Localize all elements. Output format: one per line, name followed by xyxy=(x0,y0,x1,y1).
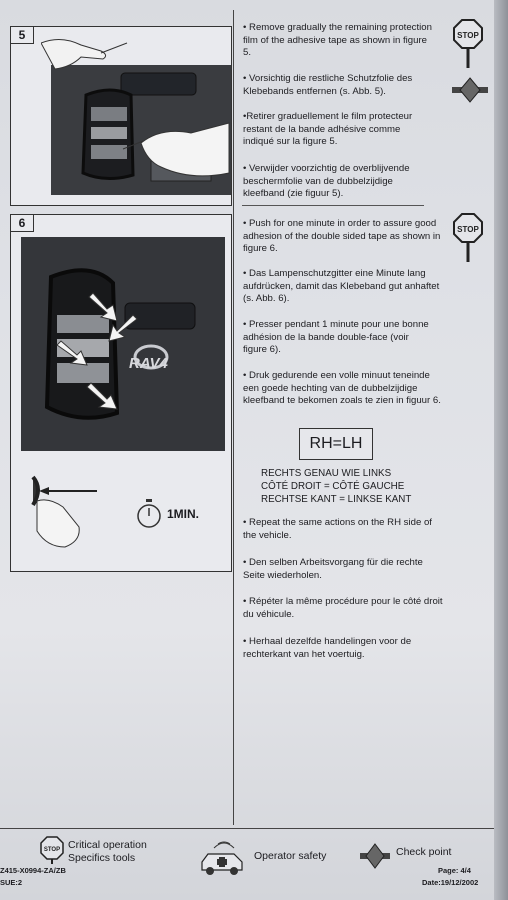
step5-fr: •Retirer graduellement le film protecteur restant de la bande adhésive comme indiqué sur la figure 5. xyxy=(243,111,413,148)
rh-lh-box: RH=LH xyxy=(299,428,373,460)
stop-sign-icon-2 xyxy=(452,212,484,262)
footer-check-point-icon xyxy=(360,842,390,870)
figure-6-number: 6 xyxy=(11,215,34,232)
operator-safety-icon xyxy=(198,840,248,878)
step5-en: • Remove gradually the remaining protection film of the adhesive tape as shown in figure 5. xyxy=(243,22,432,59)
figure-6-arrows xyxy=(21,237,225,451)
document-date: Date:19/12/2002 xyxy=(422,878,479,887)
figure-5-hand-top xyxy=(41,33,131,77)
car-badge: RAV4 xyxy=(129,355,168,372)
figure-5-number: 5 xyxy=(11,27,34,44)
rhlh-line-fr: CÔTÉ DROIT = CÔTÉ GAUCHE xyxy=(261,481,405,492)
step7-de: • Den selben Arbeitsvorgang für die rechte Seite wiederholen. xyxy=(243,557,423,581)
stop-sign-text: STOP xyxy=(457,31,479,40)
timer-label: 1MIN. xyxy=(167,507,200,521)
step6-en: • Push for one minute in order to assure good adhesion of the double sided tape as shown in figure 6. xyxy=(243,218,441,255)
rhlh-line-de: RECHTS GENAU WIE LINKS xyxy=(261,468,392,479)
check-point-icon xyxy=(452,76,488,104)
step7-nl: • Herhaal dezelfde handelingen voor de rechterkant van het voertuig. xyxy=(243,636,412,660)
step6-fr: • Presser pendant 1 minute pour une bonne adhésion de la bande double-face (voir figure 6). xyxy=(243,319,429,356)
step6-nl: • Druk gedurende een volle minuut teneinde een goede hechting van de dubbelzijdige kleefband te bekomen zoals te zien in figuur 6. xyxy=(243,370,441,407)
legend-specifics-tools: Specifics tools xyxy=(68,852,136,864)
legend-operator-safety: Operator safety xyxy=(254,850,327,862)
figure-6-finger-push xyxy=(19,461,119,561)
step7-en: • Repeat the same actions on the RH side of the vehicle. xyxy=(243,517,432,541)
figure-5-hand-bottom xyxy=(121,103,231,183)
page-edge-shadow xyxy=(494,0,508,900)
footer-divider xyxy=(0,828,494,829)
step5-nl: • Verwijder voorzichtig de overblijvende beschermfolie van de dubbelzijdige kleefband (zie figuur 5). xyxy=(243,163,410,200)
figure-6 xyxy=(10,214,232,572)
footer-stop-icon xyxy=(40,836,64,864)
stopwatch-icon xyxy=(135,499,163,529)
step5-de: • Vorsichtig die restliche Schutzfolie des Klebebands entfernen (s. Abb. 5). xyxy=(243,73,413,97)
legend-check-point: Check point xyxy=(396,846,452,858)
step6-de: • Das Lampenschutzgitter eine Minute lang aufdrücken, damit das Klebeband gut anhaftet (s. Abb. 6). xyxy=(243,268,440,305)
document-number: Z415-X0994-ZA/ZB xyxy=(0,866,66,875)
issue-number: SUE:2 xyxy=(0,878,23,887)
rhlh-line-nl: RECHTSE KANT = LINKSE KANT xyxy=(261,494,412,505)
figure-5 xyxy=(10,26,232,206)
legend-critical-operation: Critical operation xyxy=(68,839,147,851)
step7-fr: • Répéter la même procédure pour le côté droit du véhicule. xyxy=(243,596,443,620)
page-number: Page: 4/4 xyxy=(438,866,471,875)
column-divider xyxy=(233,10,234,825)
step5-separator xyxy=(242,205,424,206)
stop-sign-text-2: STOP xyxy=(457,225,479,234)
stop-sign-icon xyxy=(452,18,484,68)
footer-stop-text: STOP xyxy=(43,847,61,853)
